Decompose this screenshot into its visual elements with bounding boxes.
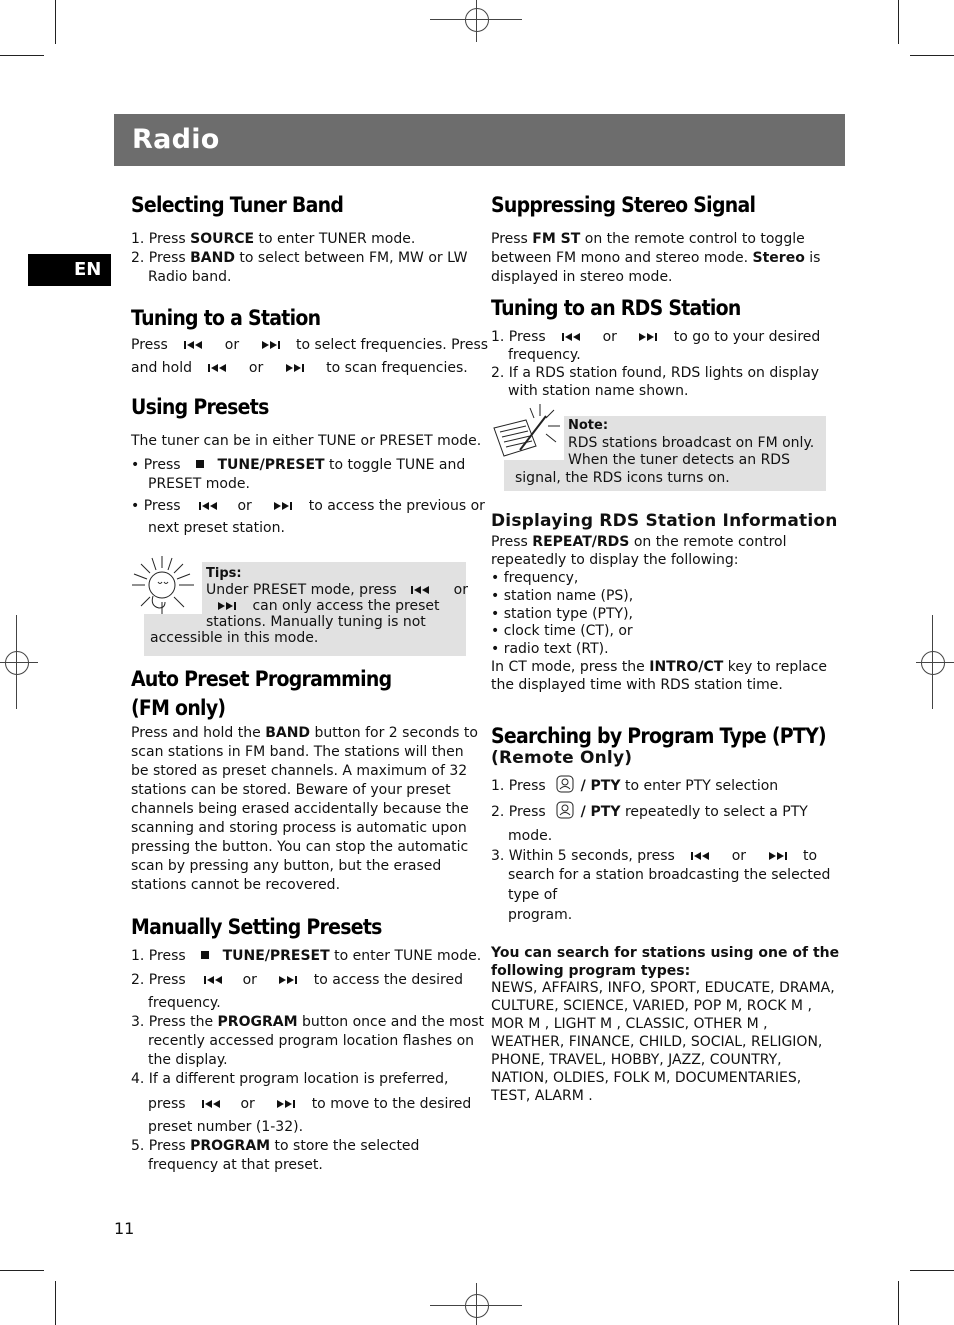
- previous-track-icon: [691, 851, 715, 861]
- text-line: 4. If a different program location is preferred,: [131, 1071, 449, 1087]
- text-line: 1. Press / PTY to enter PTY selection: [491, 775, 778, 796]
- text-line: channels being erased accidentally because the: [131, 801, 469, 817]
- text-line: PRESET mode.: [148, 476, 250, 492]
- text-line: displayed in stereo mode.: [491, 269, 673, 285]
- text-line: signal, the RDS icons turns on.: [515, 470, 730, 486]
- crop-mark: [898, 1281, 899, 1325]
- list-item: • radio text (RT).: [491, 641, 609, 657]
- text-line: Radio band.: [148, 269, 232, 285]
- text-line: PHONE, TRAVEL, HOBBY, JAZZ, COUNTRY,: [491, 1052, 782, 1068]
- crop-mark: [55, 1281, 56, 1325]
- registration-mark: [465, 8, 489, 32]
- section-heading: Auto Preset Programming: [131, 667, 392, 691]
- text-line: 2. Press / PTY repeatedly to select a PTY: [491, 801, 808, 822]
- crop-mark: [898, 0, 899, 44]
- text-line: When the tuner detects an RDS: [568, 452, 790, 468]
- registration-line: [476, 1283, 477, 1325]
- previous-track-icon: [208, 363, 232, 373]
- previous-track-icon: [562, 332, 586, 342]
- list-item: • station name (PS),: [491, 588, 634, 604]
- text-line: the display.: [148, 1052, 228, 1068]
- text-line: 2. Press or to access the desired: [131, 972, 463, 988]
- text-line: search for a station broadcasting the selected: [508, 867, 831, 883]
- text-line: RDS stations broadcast on FM only.: [568, 435, 815, 451]
- section-heading: Searching by Program Type (PTY): [491, 724, 826, 748]
- text-line: frequency.: [148, 995, 221, 1011]
- text-line: scanning and storing process is automatic upon: [131, 820, 467, 836]
- crop-mark: [0, 55, 44, 56]
- previous-track-icon: [411, 585, 435, 595]
- next-track-icon: [280, 363, 304, 373]
- next-track-icon: [212, 601, 236, 611]
- text-line: 2. If a RDS station found, RDS lights on display: [491, 365, 820, 381]
- text-line: Press REPEAT/RDS on the remote control: [491, 534, 787, 550]
- text-line: • Press TUNE/PRESET to toggle TUNE and: [131, 457, 466, 473]
- section-heading: Suppressing Stereo Signal: [491, 193, 756, 217]
- text-line: NEWS, AFFAIRS, INFO, SPORT, EDUCATE, DRAMA,: [491, 980, 835, 996]
- text-line: recently accessed program location flashes on: [148, 1033, 475, 1049]
- text-line: Press or to select frequencies. Press: [131, 337, 489, 353]
- next-track-icon: [273, 975, 297, 985]
- text-line: with station name shown.: [508, 383, 689, 399]
- section-heading: Tuning to an RDS Station: [491, 296, 741, 320]
- list-item: • station type (PTY),: [491, 606, 633, 622]
- stop-square-icon: [200, 951, 210, 961]
- text-line: 1. Press SOURCE to enter TUNER mode.: [131, 231, 416, 247]
- title-banner: [114, 114, 845, 166]
- crop-mark: [910, 55, 954, 56]
- text-line: frequency.: [508, 347, 581, 363]
- text-line: program.: [508, 907, 573, 923]
- stop-square-icon: [195, 460, 205, 470]
- section-heading: (FM only): [131, 696, 226, 720]
- next-track-icon: [633, 332, 657, 342]
- text-line: CULTURE, SCIENCE, VARIED, POP M, ROCK M ,: [491, 998, 812, 1014]
- text-line: Press FM ST on the remote control to toggle: [491, 231, 805, 247]
- subsection-heading: Displaying RDS Station Information: [491, 511, 838, 531]
- text-line: mode.: [508, 828, 553, 844]
- list-item: • clock time (CT), or: [491, 623, 633, 639]
- text-line: accessible in this mode.: [150, 630, 319, 646]
- text-line: 3. Within 5 seconds, press or to: [491, 848, 818, 864]
- registration-mark: [5, 651, 29, 675]
- text-line: can only access the preset: [210, 598, 440, 615]
- text-line: 2. Press BAND to select between FM, MW or LW: [131, 250, 468, 266]
- text-line: NATION, OLDIES, FOLK M, DOCUMENTARIES,: [491, 1070, 802, 1086]
- text-line: stations cannot be recovered.: [131, 877, 341, 893]
- text-line: Press and hold the BAND button for 2 seconds to: [131, 725, 478, 741]
- next-track-icon: [763, 851, 787, 861]
- text-line: and hold or to scan frequencies.: [131, 360, 468, 376]
- registration-line: [476, 0, 477, 42]
- pty-button-icon: [556, 801, 574, 819]
- bold-text: following program types:: [491, 963, 691, 979]
- note-label: Note:: [568, 418, 609, 433]
- text-line: pressing the button. You can stop the automatic: [131, 839, 469, 855]
- page-title: Radio: [132, 124, 220, 155]
- text-line: Under PRESET mode, press or: [206, 582, 468, 598]
- text-line: between FM mono and stereo mode. Stereo is: [491, 250, 821, 266]
- text-line: type of: [508, 887, 558, 903]
- registration-mark: [921, 651, 945, 675]
- registration-line: [16, 615, 17, 709]
- crop-mark: [0, 1270, 44, 1271]
- section-heading: Using Presets: [131, 395, 269, 419]
- notepad-pen-icon: [490, 402, 564, 462]
- text-line: next preset station.: [148, 520, 285, 536]
- text-line: MOR M , LIGHT M , CLASSIC, OTHER M ,: [491, 1016, 768, 1032]
- text-line: frequency at that preset.: [148, 1157, 323, 1173]
- language-label: EN: [74, 259, 102, 280]
- previous-track-icon: [204, 975, 228, 985]
- previous-track-icon: [199, 501, 223, 511]
- next-track-icon: [256, 340, 280, 350]
- text-line: be stored as preset channels. A maximum of 32: [131, 763, 468, 779]
- page-number: 11: [114, 1219, 135, 1238]
- text-line: repeatedly to display the following:: [491, 552, 739, 568]
- text-line: • Press or to access the previous or: [131, 498, 485, 514]
- tips-label: Tips:: [206, 566, 242, 581]
- section-heading: Tuning to a Station: [131, 306, 321, 330]
- previous-track-icon: [184, 340, 208, 350]
- text-line: The tuner can be in either TUNE or PRESET mode.: [131, 433, 482, 449]
- registration-mark: [465, 1294, 489, 1318]
- crop-mark: [55, 0, 56, 44]
- section-heading: Manually Setting Presets: [131, 915, 382, 939]
- text-line: 5. Press PROGRAM to store the selected: [131, 1138, 420, 1154]
- pty-button-icon: [556, 775, 574, 793]
- text-line: scan stations in FM band. The stations will then: [131, 744, 464, 760]
- text-line: stations. Manually tuning is not: [206, 614, 426, 630]
- bold-text: You can search for stations using one of the: [491, 945, 840, 961]
- text-line: TEST, ALARM .: [491, 1088, 593, 1104]
- section-subheading: (Remote Only): [491, 748, 633, 768]
- registration-line: [932, 615, 933, 709]
- list-item: • frequency,: [491, 570, 579, 586]
- text-line: stations can be stored. Beware of your preset: [131, 782, 451, 798]
- text-line: press or to move to the desired: [148, 1096, 472, 1112]
- text-line: 3. Press the PROGRAM button once and the most: [131, 1014, 484, 1030]
- text-line: WEATHER, FINANCE, CHILD, SOCIAL, RELIGION,: [491, 1034, 823, 1050]
- text-line: preset number (1-32).: [148, 1119, 304, 1135]
- text-line: 1. Press TUNE/PRESET to enter TUNE mode.: [131, 948, 482, 964]
- text-line: the displayed time with RDS station time.: [491, 677, 783, 693]
- next-track-icon: [271, 1099, 295, 1109]
- registration-line: [916, 662, 954, 663]
- lightbulb-icon: [128, 552, 200, 618]
- text-line: In CT mode, press the INTRO/CT key to replace: [491, 659, 827, 675]
- text-line: scan by pressing any button, but the erased: [131, 858, 442, 874]
- next-track-icon: [268, 501, 292, 511]
- text-line: 1. Press or to go to your desired: [491, 329, 821, 345]
- crop-mark: [910, 1270, 954, 1271]
- previous-track-icon: [202, 1099, 226, 1109]
- registration-line: [0, 662, 38, 663]
- section-heading: Selecting Tuner Band: [131, 193, 344, 217]
